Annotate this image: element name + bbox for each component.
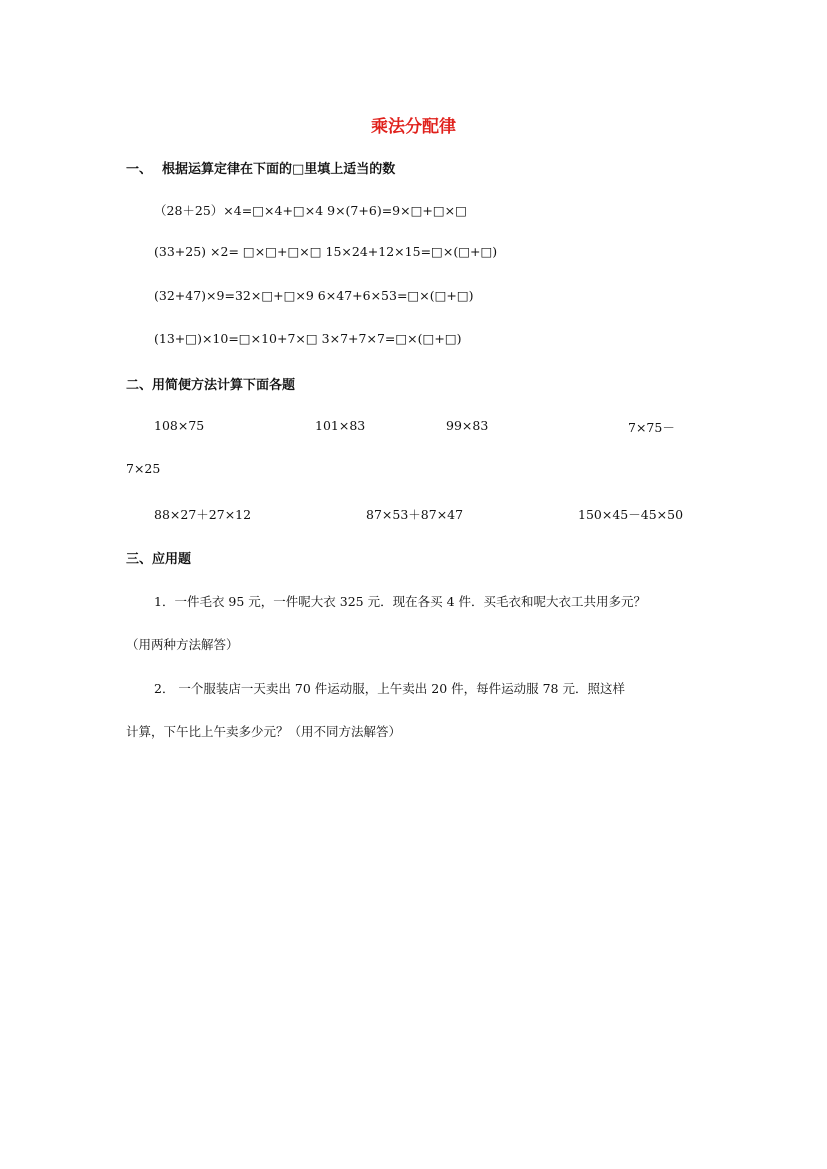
question-2-line-1: 2． 一个服装店一天卖出 70 件运动服，上午卖出 20 件，每件运动服 78 元．照这样 xyxy=(154,681,625,696)
section3-heading: 三、应用题 xyxy=(126,552,192,567)
fill-in-line-4: (13+□)×10=□×10+7×□ 3×7+7×7=□×(□+□) xyxy=(154,331,462,346)
calc-item: 99×83 xyxy=(446,418,489,433)
calc-item: 87×53＋87×47 xyxy=(366,507,464,522)
section1-heading: 根据运算定律在下面的□里填上适当的数 xyxy=(162,162,396,177)
fill-in-line-2: (33+25) ×2= □×□+□×□ 15×24+12×15=□×(□+□) xyxy=(154,244,498,259)
section2-heading: 二、用简便方法计算下面各题 xyxy=(126,378,296,393)
calc-item: 101×83 xyxy=(315,418,366,433)
question-1-line-2: （用两种方法解答） xyxy=(126,637,239,652)
calc-item: 7×75－ xyxy=(628,420,675,435)
question-2-line-2: 计算，下午比上午卖多少元？（用不同方法解答） xyxy=(126,724,402,739)
question-1-line-1: 1．一件毛衣 95 元，一件呢大衣 325 元．现在各买 4 件．买毛衣和呢大衣工共用多元？ xyxy=(154,594,647,609)
calc-item: 108×75 xyxy=(154,418,205,433)
calc-item: 150×45－45×50 xyxy=(578,507,684,522)
fill-in-line-3: (32+47)×9=32×□+□×9 6×47+6×53=□×(□+□) xyxy=(154,288,474,303)
calc-item-wrap: 7×25 xyxy=(126,461,161,476)
calc-item: 88×27＋27×12 xyxy=(154,507,252,522)
section1-number: 一、 xyxy=(126,162,153,177)
fill-in-line-1: （28＋25）×4=□×4+□×4 9×(7+6)=9×□+□×□ xyxy=(154,203,467,218)
page-title: 乘法分配律 xyxy=(371,117,456,137)
